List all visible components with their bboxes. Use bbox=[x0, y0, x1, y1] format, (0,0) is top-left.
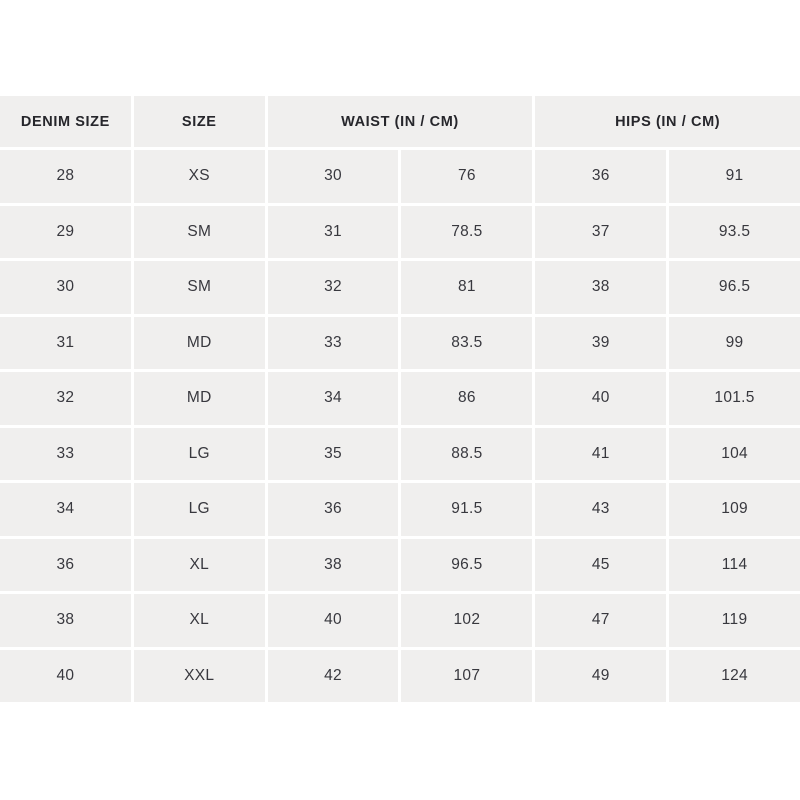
table-row bbox=[0, 594, 800, 647]
cell-waist-cm: 83.5 bbox=[401, 317, 532, 370]
table-row bbox=[0, 428, 800, 481]
cell-hips-cm: 124 bbox=[669, 650, 800, 703]
cell-hips-in: 39 bbox=[535, 317, 666, 370]
cell-denim-size: 33 bbox=[0, 428, 131, 481]
cell-hips-in: 43 bbox=[535, 483, 666, 536]
cell-denim-size: 40 bbox=[0, 650, 131, 703]
cell-waist-cm: 86 bbox=[401, 372, 532, 425]
cell-hips-cm: 91 bbox=[669, 150, 800, 203]
cell-size: XL bbox=[134, 539, 265, 592]
cell-hips-cm: 93.5 bbox=[669, 206, 800, 259]
cell-hips-in: 47 bbox=[535, 594, 666, 647]
cell-waist-in: 32 bbox=[268, 261, 399, 314]
cell-waist-in: 35 bbox=[268, 428, 399, 481]
cell-size: XS bbox=[134, 150, 265, 203]
cell-waist-in: 38 bbox=[268, 539, 399, 592]
cell-waist-cm: 76 bbox=[401, 150, 532, 203]
cell-size: XXL bbox=[134, 650, 265, 703]
cell-size: XL bbox=[134, 594, 265, 647]
cell-hips-in: 36 bbox=[535, 150, 666, 203]
table-row bbox=[0, 317, 800, 370]
header-denim-size: DENIM SIZE bbox=[0, 96, 131, 147]
table-row bbox=[0, 150, 800, 203]
cell-hips-cm: 96.5 bbox=[669, 261, 800, 314]
header-waist: WAIST (IN / CM) bbox=[268, 96, 533, 147]
cell-denim-size: 29 bbox=[0, 206, 131, 259]
cell-size: MD bbox=[134, 317, 265, 370]
cell-waist-cm: 88.5 bbox=[401, 428, 532, 481]
cell-hips-cm: 119 bbox=[669, 594, 800, 647]
cell-size: SM bbox=[134, 261, 265, 314]
cell-hips-in: 38 bbox=[535, 261, 666, 314]
cell-size: LG bbox=[134, 483, 265, 536]
cell-waist-cm: 81 bbox=[401, 261, 532, 314]
cell-denim-size: 36 bbox=[0, 539, 131, 592]
cell-hips-in: 45 bbox=[535, 539, 666, 592]
cell-waist-in: 40 bbox=[268, 594, 399, 647]
cell-denim-size: 32 bbox=[0, 372, 131, 425]
table-row bbox=[0, 650, 800, 703]
cell-waist-cm: 107 bbox=[401, 650, 532, 703]
cell-denim-size: 34 bbox=[0, 483, 131, 536]
cell-hips-in: 40 bbox=[535, 372, 666, 425]
table-row bbox=[0, 539, 800, 592]
cell-waist-in: 34 bbox=[268, 372, 399, 425]
cell-hips-cm: 101.5 bbox=[669, 372, 800, 425]
cell-size: SM bbox=[134, 206, 265, 259]
denim-size-chart-table bbox=[0, 96, 800, 702]
cell-hips-cm: 109 bbox=[669, 483, 800, 536]
table-row bbox=[0, 261, 800, 314]
table-row bbox=[0, 206, 800, 259]
cell-denim-size: 38 bbox=[0, 594, 131, 647]
cell-hips-in: 49 bbox=[535, 650, 666, 703]
cell-hips-cm: 104 bbox=[669, 428, 800, 481]
cell-hips-in: 41 bbox=[535, 428, 666, 481]
cell-denim-size: 31 bbox=[0, 317, 131, 370]
cell-waist-in: 30 bbox=[268, 150, 399, 203]
cell-waist-cm: 91.5 bbox=[401, 483, 532, 536]
header-size: SIZE bbox=[134, 96, 265, 147]
table-row bbox=[0, 372, 800, 425]
cell-hips-cm: 114 bbox=[669, 539, 800, 592]
table-row bbox=[0, 483, 800, 536]
cell-denim-size: 28 bbox=[0, 150, 131, 203]
cell-waist-cm: 96.5 bbox=[401, 539, 532, 592]
table-header-row bbox=[0, 96, 800, 147]
cell-size: LG bbox=[134, 428, 265, 481]
cell-waist-in: 36 bbox=[268, 483, 399, 536]
cell-denim-size: 30 bbox=[0, 261, 131, 314]
cell-hips-in: 37 bbox=[535, 206, 666, 259]
header-hips: HIPS (IN / CM) bbox=[535, 96, 800, 147]
cell-waist-in: 31 bbox=[268, 206, 399, 259]
cell-waist-in: 42 bbox=[268, 650, 399, 703]
cell-waist-cm: 78.5 bbox=[401, 206, 532, 259]
cell-hips-cm: 99 bbox=[669, 317, 800, 370]
cell-waist-in: 33 bbox=[268, 317, 399, 370]
cell-waist-cm: 102 bbox=[401, 594, 532, 647]
cell-size: MD bbox=[134, 372, 265, 425]
